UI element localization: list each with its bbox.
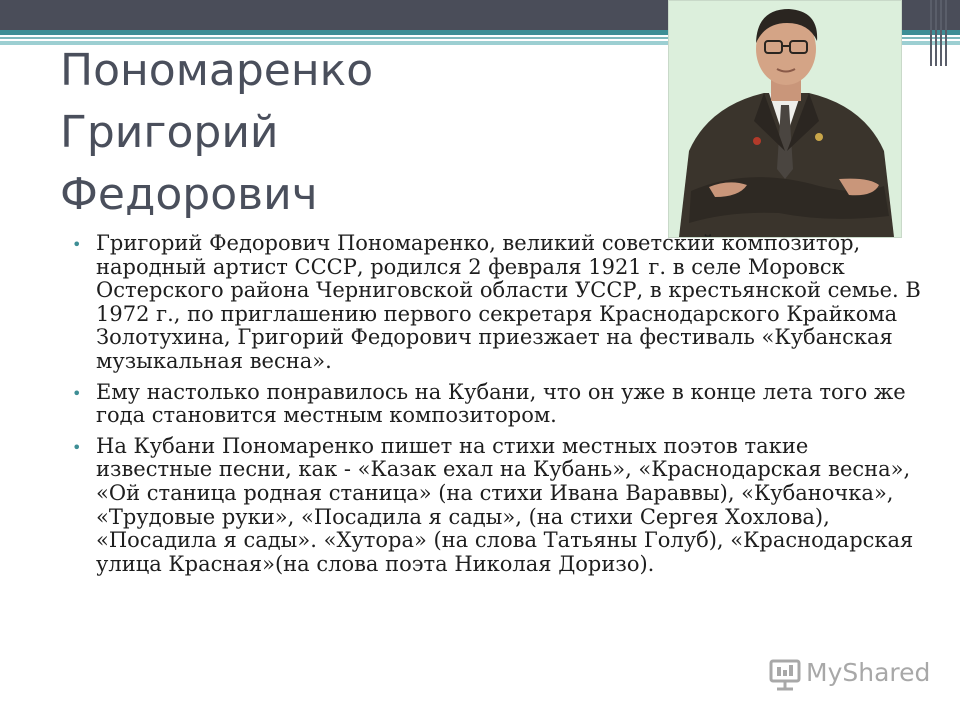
title-line: Федорович [60,169,318,220]
watermark-text: MyShared [806,658,931,687]
bullet-text: Григорий Федорович Пономаренко, великий советский композитор, народный артист СССР, родился 2 февраля 1921 г. в селе Моровск Остерского района Черниговской области УССР, в крестьянской семье. В 1972 г., по приглашению первого секретаря Краснодарского Крайкома Золотухина, Григорий Федорович приезжает на фестиваль «Кубанская музыкальная весна». [96,231,921,373]
bullet-text: Ему настолько понравилось на Кубани, что он уже в конце лета того же года становится местным композитором. [96,379,906,428]
title-line: Григорий [60,107,279,158]
bullet-dot-icon: • [72,235,82,254]
bullet-dot-icon: • [72,437,82,457]
bullet-text: На Кубани Пономаренко пишет на стихи местных поэтов такие известные песни, как - «Казак ехал на Кубань», «Краснодарская весна», «Ой станица родная станица» (на стихи Ивана Вараввы), «Кубаночка», «Трудовые руки», «Посадила я сады», (на стихи Сергея Хохлова), «Посадила я сады». «Хутора» (на слова Татьяны Голуб), «Краснодарская улица Красная»(на слова поэта Николая Доризо). [96,433,914,576]
portrait-illustration [669,1,901,237]
list-item [72,232,922,374]
list-item [72,435,922,577]
list-item [72,381,922,428]
title-line: Пономаренко [60,45,374,96]
portrait-photo [668,0,902,238]
bullet-dot-icon: • [72,383,82,403]
watermark-logo[interactable] [768,656,948,696]
corner-stripes [930,0,952,66]
presentation-board-icon [768,658,802,692]
slide-title [60,40,640,226]
bullet-list [72,232,922,583]
